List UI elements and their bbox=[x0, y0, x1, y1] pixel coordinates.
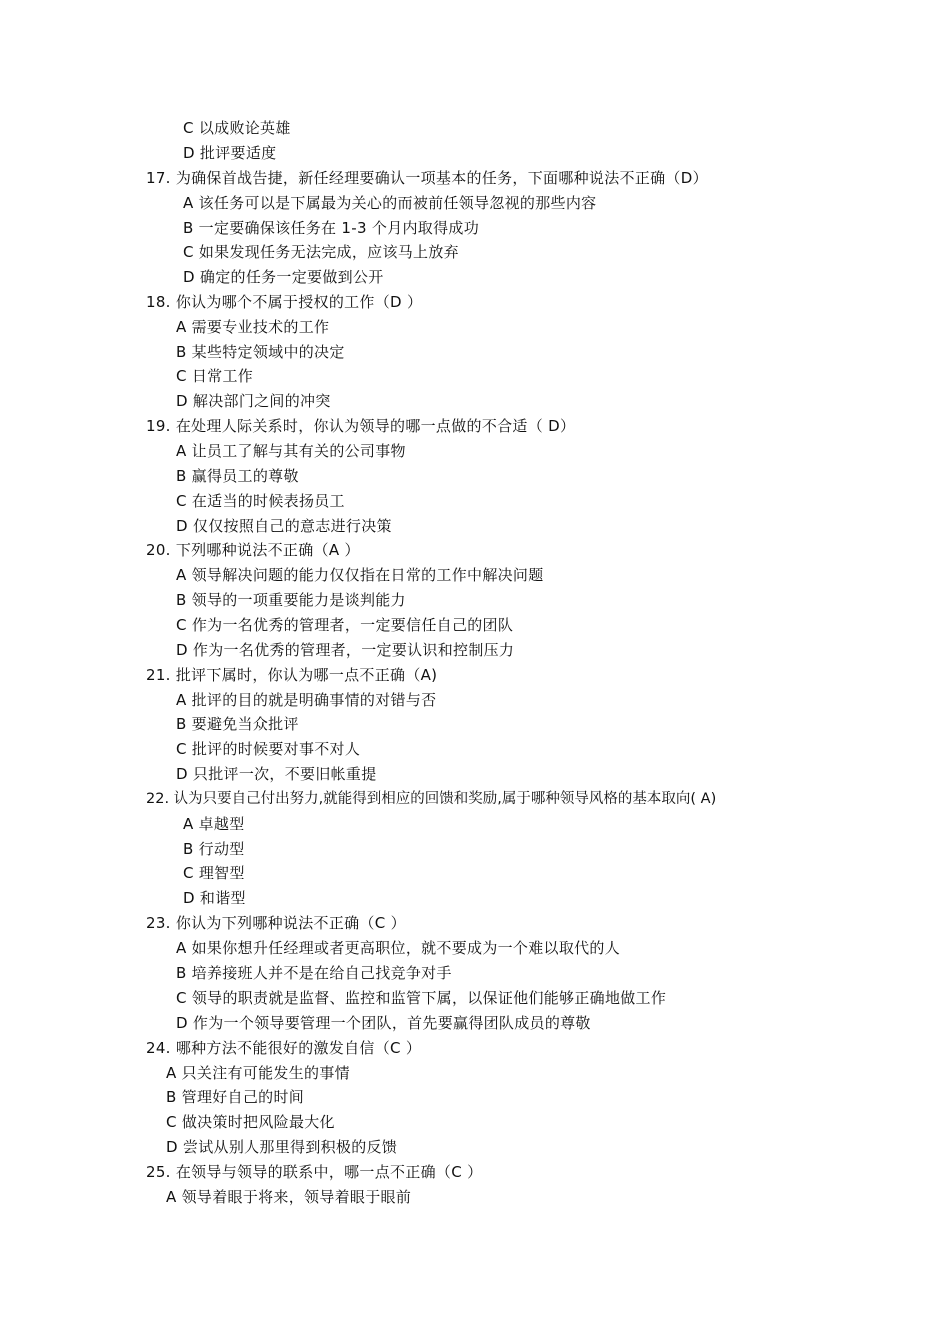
option-19c: C 在适当的时候表扬员工 bbox=[176, 492, 345, 510]
option-24c: C 做决策时把风险最大化 bbox=[166, 1113, 335, 1131]
option-22d: D 和谐型 bbox=[183, 889, 246, 907]
option-22c: C 理智型 bbox=[183, 864, 245, 882]
option-25a: A 领导着眼于将来，领导着眼于眼前 bbox=[166, 1188, 412, 1206]
option-23c: C 领导的职责就是监督、监控和监管下属，以保证他们能够正确地做工作 bbox=[176, 989, 667, 1007]
option-18d: D 解决部门之间的冲突 bbox=[176, 392, 331, 410]
option-20c: C 作为一名优秀的管理者，一定要信任自己的团队 bbox=[176, 616, 514, 634]
question-22: 22. 认为只要自己付出努力,就能得到相应的回馈和奖励,属于哪种领导风格的基本取向( A) bbox=[146, 791, 717, 807]
option-19b: B 赢得员工的尊敬 bbox=[176, 467, 299, 485]
question-24: 24. 哪种方法不能很好的激发自信（C ） bbox=[146, 1039, 422, 1057]
option-23a: A 如果你想升任经理或者更高职位，就不要成为一个难以取代的人 bbox=[176, 939, 621, 957]
question-23: 23. 你认为下列哪种说法不正确（C ） bbox=[146, 914, 406, 932]
question-17: 17. 为确保首战告捷，新任经理要确认一项基本的任务，下面哪种说法不正确（D） bbox=[146, 169, 708, 187]
option-19a: A 让员工了解与其有关的公司事物 bbox=[176, 442, 406, 460]
option-24b: B 管理好自己的时间 bbox=[166, 1088, 305, 1106]
option-21d: D 只批评一次，不要旧帐重提 bbox=[176, 765, 377, 783]
option-18c: C 日常工作 bbox=[176, 367, 254, 385]
option-23d: D 作为一个领导要管理一个团队，首先要赢得团队成员的尊敬 bbox=[176, 1014, 591, 1032]
option-21c: C 批评的时候要对事不对人 bbox=[176, 740, 361, 758]
question-19: 19. 在处理人际关系时，你认为领导的哪一点做的不合适（ D） bbox=[146, 417, 576, 435]
option-21b: B 要避免当众批评 bbox=[176, 715, 299, 733]
option-22b: B 行动型 bbox=[183, 840, 245, 858]
question-25: 25. 在领导与领导的联系中，哪一点不正确（C ） bbox=[146, 1163, 483, 1181]
option-17d: D 确定的任务一定要做到公开 bbox=[183, 268, 384, 286]
option-20b: B 领导的一项重要能力是谈判能力 bbox=[176, 591, 406, 609]
option-18b: B 某些特定领域中的决定 bbox=[176, 343, 345, 361]
option-19d: D 仅仅按照自己的意志进行决策 bbox=[176, 517, 392, 535]
option-21a: A 批评的目的就是明确事情的对错与否 bbox=[176, 691, 437, 709]
question-18: 18. 你认为哪个不属于授权的工作（D ） bbox=[146, 293, 423, 311]
option-16c: C 以成败论英雄 bbox=[183, 119, 291, 137]
option-22a: A 卓越型 bbox=[183, 815, 245, 833]
option-17c: C 如果发现任务无法完成，应该马上放弃 bbox=[183, 243, 459, 261]
option-16d: D 批评要适度 bbox=[183, 144, 277, 162]
question-20: 20. 下列哪种说法不正确（A ） bbox=[146, 541, 360, 559]
question-21: 21. 批评下属时，你认为哪一点不正确（A) bbox=[146, 666, 438, 684]
option-18a: A 需要专业技术的工作 bbox=[176, 318, 330, 336]
option-20a: A 领导解决问题的能力仅仅指在日常的工作中解决问题 bbox=[176, 566, 544, 584]
option-24d: D 尝试从别人那里得到积极的反馈 bbox=[166, 1138, 398, 1156]
option-17a: A 该任务可以是下属最为关心的而被前任领导忽视的那些内容 bbox=[183, 194, 597, 212]
option-23b: B 培养接班人并不是在给自己找竞争对手 bbox=[176, 964, 452, 982]
option-17b: B 一定要确保该任务在 1-3 个月内取得成功 bbox=[183, 219, 479, 237]
option-24a: A 只关注有可能发生的事情 bbox=[166, 1064, 350, 1082]
option-20d: D 作为一名优秀的管理者，一定要认识和控制压力 bbox=[176, 641, 515, 659]
